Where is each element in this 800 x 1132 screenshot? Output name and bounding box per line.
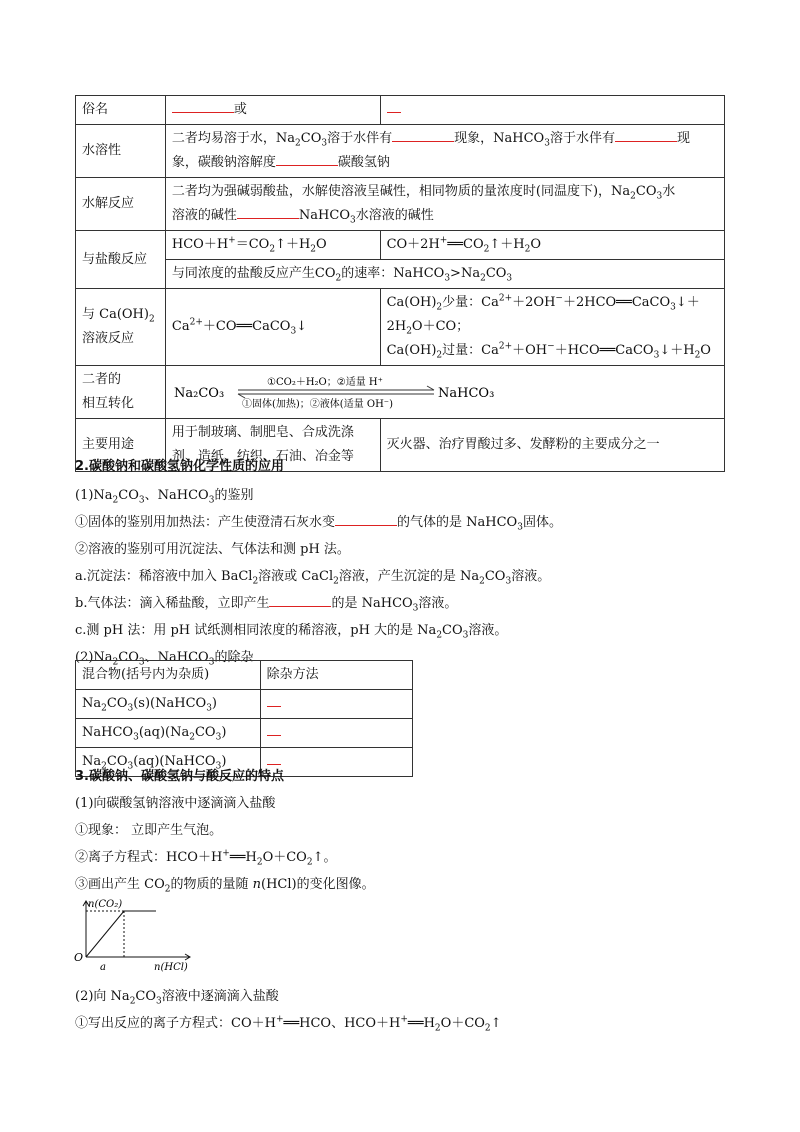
sec3-b1: ①现象： 立即产生气泡。 [75,823,223,838]
blank[interactable] [392,127,454,142]
row-hydrolysis: 水解反应 二者均为强碱弱酸盐，水解使溶液呈碱性，相同物质的量浓度时(同温度下)，$Na_2CO_3$水 溶液的碱性 NaHCO$_3$水溶液的碱性 [76,178,725,231]
sec2-sub2: $(2)Na_2CO_3$、NaHCO$_3$的除杂 [75,650,254,668]
conversion-equilibrium [172,374,532,410]
sec3-sub1: (1)向碳酸氢钠溶液中逐滴滴入盐酸 [75,796,276,811]
row-uses: 主要用途 用于制玻璃、制肥皂、合成洗涤 剂、造纸、纺织、石油、冶金等 灭火器、治疗胃酸过多、发酵粉的主要成分之一 [76,419,725,472]
sec2-a5: c.测 pH 法：用 pH 试纸测相同浓度的稀溶液，pH 大的是 $Na_2CO_3$溶液。 [75,623,508,641]
blank[interactable] [387,98,401,113]
purification-table: 混合物(括号内为杂质) 除杂方法 $Na_2CO_3(s)(NaHCO_3)$ $NaHCO_3(aq)(Na_2CO_3)$ $Na_2CO_3(aq)(NaHCO_3)$ [75,660,413,777]
row-common-name: 俗名 或 [76,96,725,125]
sec2-a4: b.气体法：滴入稀盐酸，立即产生 的是 NaHCO$_3$溶液。 [75,592,457,611]
graph-a-label: a [100,962,106,973]
graph-xlabel: n(HCl) [154,962,188,973]
section-2-title: 2.碳酸钠和碳酸氢钠化学性质的应用 [75,459,284,474]
comparison-table: 俗名 或 水溶性 二者均易溶于水，$Na_2CO_3$溶于水伴有 现象，NaHCO$_3$溶于水伴有 现 象，碳酸钠溶解度 碳酸氢钠 水解反应 二者均为强碱弱酸盐，水解使溶液呈碱性，相同物质的量浓度时(同温度下)，$Na_2CO_3$水 溶液的碱性 NaHCO$_3$水溶液的碱性 与盐酸反应 $HCO+H^+=CO_2↑+H_2O$ $CO+2H^+══CO_2↑+H_2O$ 与同浓度的盐酸反应产生$CO_2$的速率：$NaHCO_3>Na_2CO_3$ 与 $Ca(OH)_2$ 溶液反应 $Ca^{2+}+CO══CaCO_3↓$ $Ca(OH)_2$少量：$Ca^{2+}+2OH^-+2HCO══CaCO_3↓+$ $2H_2O+CO$； $Ca(OH)_2$过量：$Ca^{2+}+OH^-+HCO══CaCO_3↓+H_2O$ 二者的 相互转化 Na₂CO₃ ①CO₂＋H₂O；②适量 H⁺ ①固体(加热)；②液体(适量 OH⁻) NaHCO₃ 主要用途 用于制玻璃、制肥皂、合成洗涤 剂、造纸、纺织、石油、冶金等 灭火器、治疗胃酸过多、发酵粉的主要成分之一 [75,95,725,472]
section-3-title: 3.碳酸钠、碳酸氢钠与酸反应的特点 [75,769,284,784]
sec2-a1: ①固体的鉴别用加热法：产生使澄清石灰水变 的气体的是 NaHCO$_3$固体。 [75,511,562,530]
row-hcl: 与盐酸反应 $HCO+H^+=CO_2↑+H_2O$ $CO+2H^+══CO_2↑+H_2O$ [76,231,725,260]
sec3-c1: ①写出反应的离子方程式：CO＋H+══HCO、$HCO+H^+══H_2O+CO_2↑$ [75,1014,502,1034]
blank[interactable] [267,692,281,707]
blank[interactable] [267,721,281,736]
row-solubility: 水溶性 二者均易溶于水，$Na_2CO_3$溶于水伴有 现象，NaHCO$_3$溶于水伴有 现 象，碳酸钠溶解度 碳酸氢钠 [76,125,725,178]
blank[interactable] [237,204,299,219]
blank[interactable] [276,151,338,166]
sec2-a3: a.沉淀法：稀溶液中加入 BaCl$_2$溶液或 CaCl$_2$溶液，产生沉淀的是 $Na_2CO_3$溶液。 [75,569,551,587]
sec3-b3: ③画出产生 $CO_2$的物质的量随 n(HCl)的变化图像。 [75,877,375,895]
graph-ylabel: n(CO₂) [88,899,123,910]
blank[interactable] [269,592,331,607]
conv-left: Na₂CO₃ [173,386,225,401]
sec3-sub2: (2)向 $Na_2CO_3$溶液中逐滴滴入盐酸 [75,989,279,1007]
sec2-sub1: $(1)Na_2CO_3$、NaHCO$_3$的鉴别 [75,488,254,506]
conv-bottom: ①固体(加热)；②液体(适量 OH⁻) [241,399,393,410]
co2-vs-hcl-graph [70,895,200,975]
conv-right: NaHCO₃ [437,386,495,401]
sec3-b2: ②离子方程式：$HCO+H^+══H_2O+CO_2↑$。 [75,848,337,868]
blank[interactable] [615,127,677,142]
sec2-a2: ②溶液的鉴别可用沉淀法、气体法和测 pH 法。 [75,542,350,557]
blank[interactable] [267,750,281,765]
row-conversion: 二者的 相互转化 Na₂CO₃ ①CO₂＋H₂O；②适量 H⁺ ①固体(加热)；②液体(适量 OH⁻) NaHCO₃ [76,366,725,419]
row-caoh: 与 $Ca(OH)_2$ 溶液反应 $Ca^{2+}+CO══CaCO_3↓$ $Ca(OH)_2$少量：$Ca^{2+}+2OH^-+2HCO══CaCO_3↓+$ $2H_2O+CO$； $Ca(OH)_2$过量：$Ca^{2+}+OH^-+HCO══CaCO_3↓+H_2O$ [76,289,725,366]
conv-top: ①CO₂＋H₂O；②适量 H⁺ [266,377,383,388]
label-common-name: 俗名 [76,96,166,125]
graph-origin: O [74,951,84,964]
blank[interactable] [172,98,234,113]
blank[interactable] [335,511,397,526]
